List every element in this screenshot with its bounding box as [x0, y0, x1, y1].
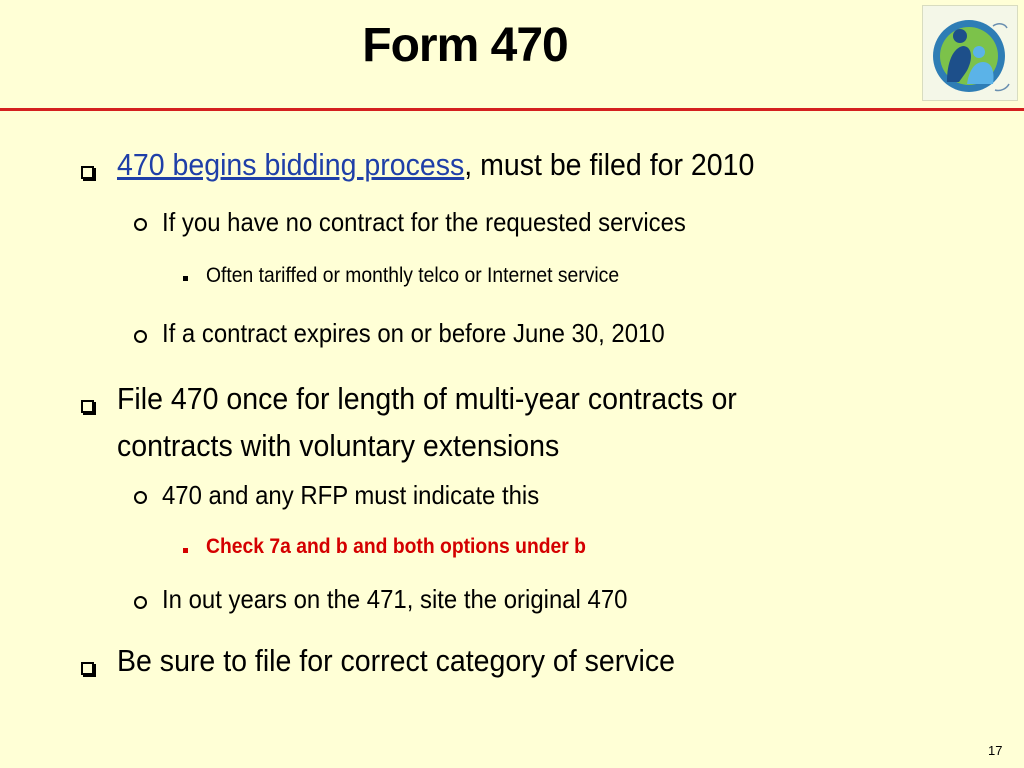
family-logo-icon: [922, 5, 1018, 101]
sub-bullet-item: 470 and any RFP must indicate this: [162, 480, 540, 510]
small-square-bullet-icon: [183, 276, 188, 281]
small-square-bullet-icon: [183, 548, 188, 553]
circle-bullet-icon: [134, 596, 147, 609]
square-bullet-icon: [81, 400, 94, 413]
circle-bullet-icon: [134, 330, 147, 343]
sub-bullet-item: If you have no contract for the requested services: [162, 207, 686, 237]
highlighted-instruction: Check 7a and b and both options under b: [206, 535, 586, 558]
sub-bullet-item: If a contract expires on or before June 30, 2010: [162, 318, 665, 348]
page-number: 17: [988, 743, 1003, 758]
circle-bullet-icon: [134, 491, 147, 504]
square-bullet-icon: [81, 166, 94, 179]
sub-bullet-item: In out years on the 471, site the original 470: [162, 584, 628, 614]
title-divider: [0, 108, 1024, 111]
square-bullet-icon: [81, 662, 94, 675]
slide-title: Form 470: [362, 19, 568, 72]
bullet-text: , must be filed for 2010: [464, 147, 755, 182]
circle-bullet-icon: [134, 218, 147, 231]
bullet-item: Be sure to file for correct category of service: [117, 643, 675, 678]
bidding-process-link[interactable]: 470 begins bidding process: [117, 147, 465, 182]
bullet-item-line1: File 470 once for length of multi-year contracts or: [117, 381, 737, 416]
bullet-item: [117, 147, 754, 183]
bullet-item-line2: contracts with voluntary extensions: [117, 428, 560, 463]
sub-sub-bullet-item: Often tariffed or monthly telco or Internet service: [206, 264, 620, 287]
